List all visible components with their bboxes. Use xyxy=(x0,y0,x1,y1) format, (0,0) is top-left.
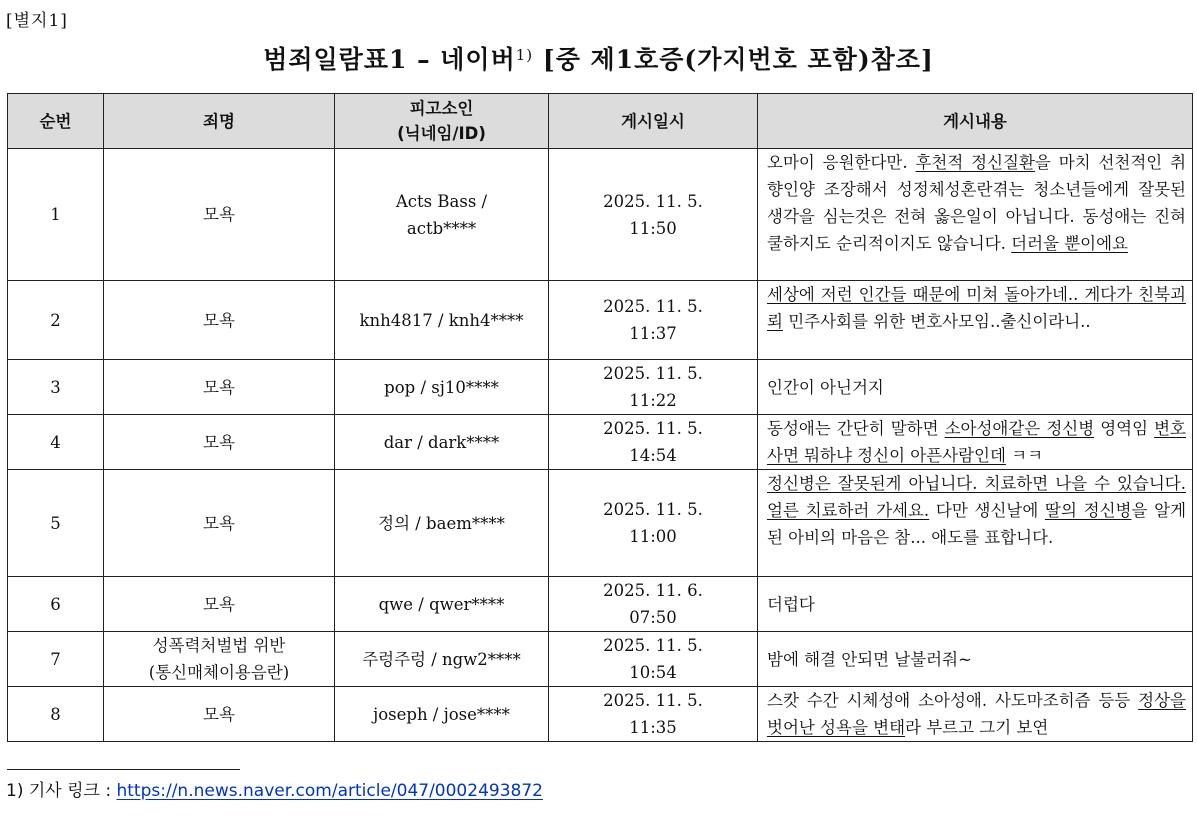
post-text: 라 부르고 그기 보연 xyxy=(905,718,1049,737)
header-crime: 죄명 xyxy=(104,94,335,149)
post-text: 동성애는 간단히 말하면 xyxy=(767,419,945,438)
cell-no xyxy=(8,360,104,415)
cell-crime xyxy=(104,577,335,632)
post-time: 11:37 xyxy=(629,324,677,343)
table-header-row xyxy=(8,94,1193,149)
cell-datetime xyxy=(549,577,758,632)
post-text: 영역임 xyxy=(1094,419,1155,438)
underlined-text: 후천적 정신질환 xyxy=(915,153,1035,172)
cell-accused xyxy=(335,281,549,360)
underlined-text: 소아성애같은 정신병 xyxy=(944,419,1095,438)
cell-no xyxy=(8,470,104,577)
row-number: 4 xyxy=(50,432,61,452)
underlined-text: 세상에 저런 인간들 때문에 미쳐 돌아가네.. 게다가 친북괴뢰 xyxy=(767,285,1186,331)
cell-accused xyxy=(335,415,549,470)
crime-name: 모욕 xyxy=(203,310,235,330)
cell-no xyxy=(8,415,104,470)
article-link[interactable]: https://n.news.naver.com/article/047/0002493872 xyxy=(116,781,543,801)
post-text: ㅋㅋ xyxy=(1005,446,1044,465)
row-number: 1 xyxy=(50,205,61,224)
cell-accused xyxy=(335,360,549,415)
header-content: 게시내용 xyxy=(758,94,1193,149)
cell-no xyxy=(8,687,104,742)
post-time: 10:54 xyxy=(629,663,677,682)
crime-name: 모욕 xyxy=(203,513,235,533)
post-time: 07:50 xyxy=(629,608,677,627)
page-title xyxy=(0,40,1197,76)
header-accused-line1: 피고소인 xyxy=(409,99,474,118)
accused-id: joseph / jose**** xyxy=(373,704,510,724)
cell-datetime xyxy=(549,470,758,577)
cell-accused xyxy=(335,577,549,632)
underlined-text: 변호사면 뭐하냐 정신이 아픈사람인데 xyxy=(767,419,1186,465)
underlined-text: 정신병은 잘못된게 아닙니다. 치료하면 나을 수 있습니다. 얼른 치료하러 가세요. xyxy=(767,474,1186,520)
cell-datetime xyxy=(549,687,758,742)
post-text: 더럽다 xyxy=(767,594,815,614)
table-row xyxy=(8,281,1193,360)
post-text: 다만 생신날에 xyxy=(929,501,1046,520)
crime-name: 모욕 xyxy=(203,704,235,724)
header-datetime: 게시일시 xyxy=(549,94,758,149)
post-time: 11:35 xyxy=(629,718,677,737)
row-number: 6 xyxy=(50,594,61,614)
table-row xyxy=(8,687,1193,742)
footnote-divider xyxy=(7,769,240,770)
cell-content xyxy=(758,281,1193,360)
accused-id: 주렁주렁 / ngw2**** xyxy=(362,649,521,669)
accused-id-line2: actb**** xyxy=(406,218,477,238)
post-time: 11:50 xyxy=(629,218,677,238)
cell-datetime xyxy=(549,360,758,415)
post-date: 2025. 11. 5. xyxy=(603,297,703,316)
row-number: 3 xyxy=(50,377,61,397)
post-date: 2025. 11. 5. xyxy=(603,364,703,383)
cell-datetime xyxy=(549,415,758,470)
cell-content xyxy=(758,577,1193,632)
underlined-text: 정상을 벗어난 성욕을 변태 xyxy=(767,691,1186,737)
cell-crime xyxy=(104,281,335,360)
post-text: 을 알게 된 아비의 마음은 참... 애도를 표합니다. xyxy=(767,501,1187,547)
post-text: 오마이 응원한다만. xyxy=(767,153,916,172)
cell-accused xyxy=(335,470,549,577)
cell-content xyxy=(758,632,1193,687)
table-row xyxy=(8,470,1193,577)
post-time: 11:22 xyxy=(629,391,677,410)
post-text: 을 마치 선천적인 취향인양 조장해서 성정체성혼란겪는 청소년들에게 잘못된 생각을 심는것은 전혀 옳은일이 아닙니다. 동성애는 진혀 쿨하지도 순리적이지도 않습니다. xyxy=(767,153,1187,253)
crime-name: 성폭력처벌법 위반 xyxy=(152,636,286,655)
cell-no xyxy=(8,149,104,281)
cell-accused xyxy=(335,687,549,742)
table-row xyxy=(8,632,1193,687)
row-number: 5 xyxy=(50,513,61,533)
table-row xyxy=(8,360,1193,415)
cell-accused xyxy=(335,149,549,281)
accused-id: qwe / qwer**** xyxy=(378,594,505,614)
crime-name: 모욕 xyxy=(203,205,235,224)
cell-no xyxy=(8,577,104,632)
cell-datetime xyxy=(549,281,758,360)
accused-id: Acts Bass / xyxy=(395,191,488,211)
accused-id: pop / sj10**** xyxy=(384,377,499,397)
crime-name: 모욕 xyxy=(203,432,235,452)
post-time: 11:00 xyxy=(629,527,677,546)
post-text: 민주사회를 위한 변호사모임..출신이라니.. xyxy=(782,312,1091,331)
crime-name-detail: (통신매체이용음란) xyxy=(148,663,290,682)
row-number: 2 xyxy=(50,310,61,330)
accused-id: knh4817 / knh4**** xyxy=(359,310,524,330)
underlined-text: 딸의 정신병 xyxy=(1045,501,1132,520)
cell-content xyxy=(758,149,1193,281)
cell-crime xyxy=(104,149,335,281)
header-accused-line2: (닉네임/ID) xyxy=(397,124,486,143)
table-row xyxy=(8,415,1193,470)
post-date: 2025. 11. 5. xyxy=(603,191,703,211)
cell-no xyxy=(8,632,104,687)
annex-label: [별지1] xyxy=(6,11,68,31)
row-number: 7 xyxy=(50,649,61,669)
underlined-text: 더러울 뿐이에요 xyxy=(1011,234,1128,253)
post-date: 2025. 11. 5. xyxy=(603,691,703,710)
cell-datetime xyxy=(549,149,758,281)
crime-name: 모욕 xyxy=(203,377,235,397)
accused-id: 정의 / baem**** xyxy=(378,513,505,533)
crime-list-table xyxy=(7,93,1193,742)
table-row xyxy=(8,149,1193,281)
row-number: 8 xyxy=(50,704,61,724)
cell-crime xyxy=(104,470,335,577)
cell-crime xyxy=(104,632,335,687)
table-row xyxy=(8,577,1193,632)
header-accused xyxy=(335,94,549,149)
accused-id: dar / dark**** xyxy=(383,432,500,452)
crime-name: 모욕 xyxy=(203,594,235,614)
title-main: 범죄일람표1 – 네이버 xyxy=(263,45,516,74)
cell-content xyxy=(758,360,1193,415)
post-time: 14:54 xyxy=(629,446,677,465)
cell-no xyxy=(8,281,104,360)
cell-content xyxy=(758,687,1193,742)
post-date: 2025. 11. 5. xyxy=(603,500,703,519)
cell-crime xyxy=(104,415,335,470)
post-text: 인간이 아닌거지 xyxy=(767,377,884,397)
footnote-mark[interactable]: 1) xyxy=(515,46,534,64)
post-text: 밤에 해결 안되면 날불러줘~ xyxy=(767,649,972,669)
cell-datetime xyxy=(549,632,758,687)
cell-accused xyxy=(335,632,549,687)
cell-crime xyxy=(104,687,335,742)
footnote xyxy=(6,776,543,801)
header-no: 순번 xyxy=(8,94,104,149)
post-date: 2025. 11. 6. xyxy=(603,581,703,600)
post-date: 2025. 11. 5. xyxy=(603,419,703,438)
cell-content xyxy=(758,470,1193,577)
post-text: 스캇 수간 시체성애 소아성애. 사도마조히즘 등등 xyxy=(767,691,1139,710)
footnote-label: 1) 기사 링크 : xyxy=(6,781,117,801)
cell-crime xyxy=(104,360,335,415)
cell-content xyxy=(758,415,1193,470)
title-suffix: [중 제1호증(가지번호 포함)참조] xyxy=(542,45,934,74)
post-date: 2025. 11. 5. xyxy=(603,636,703,655)
